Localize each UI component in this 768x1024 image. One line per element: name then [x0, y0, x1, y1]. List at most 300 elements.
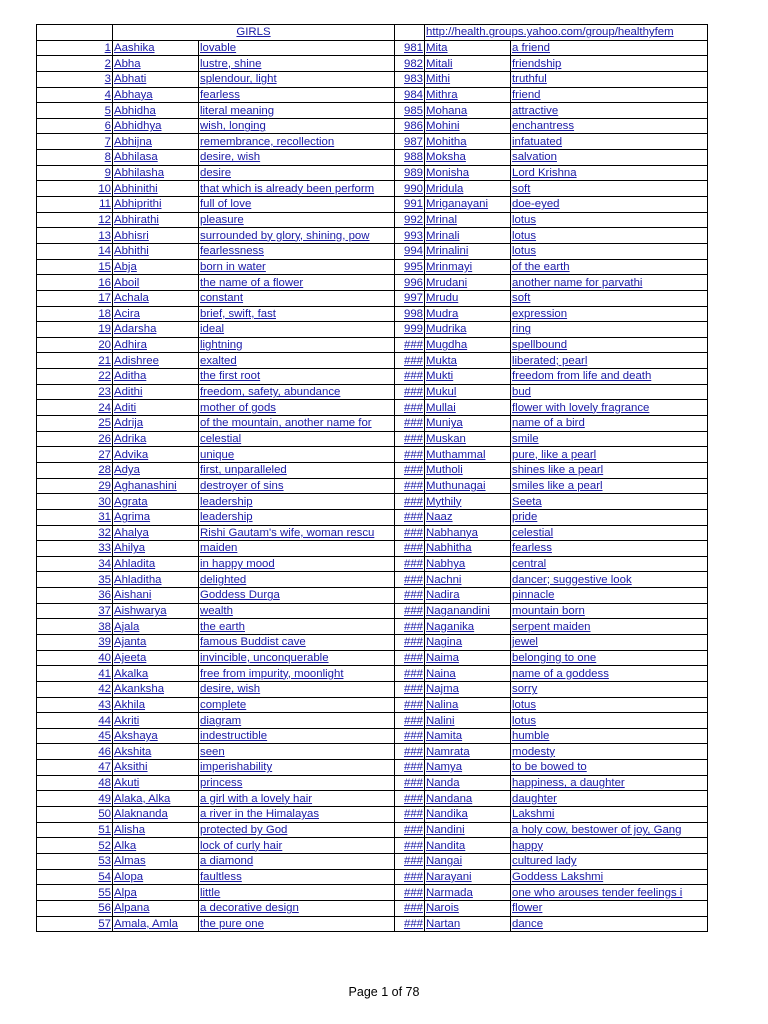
name-cell[interactable]: Naaz [425, 509, 511, 525]
meaning-cell[interactable]: another name for parvathi [511, 275, 708, 291]
row-number[interactable]: ### [395, 556, 425, 572]
row-number[interactable]: ### [395, 869, 425, 885]
meaning-cell[interactable]: doe-eyed [511, 197, 708, 213]
row-number[interactable]: ### [395, 807, 425, 823]
meaning-cell[interactable]: soft [511, 181, 708, 197]
row-number[interactable]: ### [395, 431, 425, 447]
meaning-cell[interactable]: freedom from life and death [511, 369, 708, 385]
name-cell[interactable]: Mitali [425, 56, 511, 72]
name-cell[interactable]: Abhijna [113, 134, 199, 150]
name-cell[interactable]: Mrinal [425, 212, 511, 228]
name-cell[interactable]: Muniya [425, 416, 511, 432]
row-number[interactable]: 28 [37, 462, 113, 478]
meaning-cell[interactable]: lotus [511, 697, 708, 713]
row-number[interactable]: ### [395, 744, 425, 760]
meaning-cell[interactable]: flower [511, 900, 708, 916]
name-cell[interactable]: Abja [113, 259, 199, 275]
meaning-cell[interactable]: belonging to one [511, 650, 708, 666]
meaning-cell[interactable]: pride [511, 509, 708, 525]
row-number[interactable]: ### [395, 572, 425, 588]
row-number[interactable]: 47 [37, 760, 113, 776]
name-cell[interactable]: Mudrika [425, 322, 511, 338]
name-cell[interactable]: Nandini [425, 822, 511, 838]
row-number[interactable]: 49 [37, 791, 113, 807]
row-number[interactable]: 30 [37, 494, 113, 510]
row-number[interactable]: 56 [37, 900, 113, 916]
name-cell[interactable]: Alisha [113, 822, 199, 838]
meaning-cell[interactable]: exalted [199, 353, 395, 369]
meaning-cell[interactable]: faultless [199, 869, 395, 885]
meaning-cell[interactable]: that which is already been perform [199, 181, 395, 197]
meaning-cell[interactable]: enchantress [511, 118, 708, 134]
name-cell[interactable]: Nalini [425, 713, 511, 729]
meaning-cell[interactable]: seen [199, 744, 395, 760]
name-cell[interactable]: Mrudu [425, 290, 511, 306]
meaning-cell[interactable]: indestructible [199, 728, 395, 744]
row-number[interactable]: 9 [37, 165, 113, 181]
name-cell[interactable]: Mita [425, 40, 511, 56]
row-number[interactable]: ### [395, 916, 425, 932]
row-number[interactable]: 36 [37, 588, 113, 604]
name-cell[interactable]: Agrima [113, 509, 199, 525]
row-number[interactable]: 986 [395, 118, 425, 134]
name-cell[interactable]: Abhati [113, 71, 199, 87]
meaning-cell[interactable]: Rishi Gautam's wife, woman rescu [199, 525, 395, 541]
meaning-cell[interactable]: lustre, shine [199, 56, 395, 72]
meaning-cell[interactable]: Lakshmi [511, 807, 708, 823]
row-number[interactable]: 57 [37, 916, 113, 932]
row-number[interactable]: ### [395, 666, 425, 682]
name-cell[interactable]: Akuti [113, 775, 199, 791]
row-number[interactable]: 31 [37, 509, 113, 525]
name-cell[interactable]: Ajala [113, 619, 199, 635]
row-number[interactable]: ### [395, 416, 425, 432]
row-number[interactable]: 40 [37, 650, 113, 666]
name-cell[interactable]: Aksithi [113, 760, 199, 776]
row-number[interactable]: ### [395, 822, 425, 838]
row-number[interactable]: 11 [37, 197, 113, 213]
name-cell[interactable]: Alpa [113, 885, 199, 901]
meaning-cell[interactable]: desire, wish [199, 681, 395, 697]
row-number[interactable]: ### [395, 760, 425, 776]
name-cell[interactable]: Mridula [425, 181, 511, 197]
meaning-cell[interactable]: smiles like a pearl [511, 478, 708, 494]
name-cell[interactable]: Nadira [425, 588, 511, 604]
meaning-cell[interactable]: pleasure [199, 212, 395, 228]
meaning-cell[interactable]: friendship [511, 56, 708, 72]
name-cell[interactable]: Abhisri [113, 228, 199, 244]
name-cell[interactable]: Aishani [113, 588, 199, 604]
meaning-cell[interactable]: surrounded by glory, shining, pow [199, 228, 395, 244]
row-number[interactable]: 12 [37, 212, 113, 228]
name-cell[interactable]: Alaknanda [113, 807, 199, 823]
name-cell[interactable]: Aghanashini [113, 478, 199, 494]
name-cell[interactable]: Nandita [425, 838, 511, 854]
meaning-cell[interactable]: lightning [199, 337, 395, 353]
row-number[interactable]: ### [395, 478, 425, 494]
row-number[interactable]: ### [395, 369, 425, 385]
name-cell[interactable]: Adya [113, 462, 199, 478]
name-cell[interactable]: Ahladitha [113, 572, 199, 588]
row-number[interactable]: 55 [37, 885, 113, 901]
name-cell[interactable]: Aditi [113, 400, 199, 416]
meaning-cell[interactable]: desire [199, 165, 395, 181]
row-number[interactable]: ### [395, 509, 425, 525]
meaning-cell[interactable]: central [511, 556, 708, 572]
row-number[interactable]: 23 [37, 384, 113, 400]
meaning-cell[interactable]: to be bowed to [511, 760, 708, 776]
row-number[interactable]: 10 [37, 181, 113, 197]
meaning-cell[interactable]: dance [511, 916, 708, 932]
name-cell[interactable]: Akriti [113, 713, 199, 729]
meaning-cell[interactable]: leadership [199, 509, 395, 525]
row-number[interactable]: ### [395, 619, 425, 635]
row-number[interactable]: 8 [37, 150, 113, 166]
name-cell[interactable]: Mukta [425, 353, 511, 369]
meaning-cell[interactable]: modesty [511, 744, 708, 760]
name-cell[interactable]: Adrija [113, 416, 199, 432]
row-number[interactable]: 24 [37, 400, 113, 416]
meaning-cell[interactable]: the first root [199, 369, 395, 385]
meaning-cell[interactable]: freedom, safety, abundance [199, 384, 395, 400]
name-cell[interactable]: Akhila [113, 697, 199, 713]
name-cell[interactable]: Acira [113, 306, 199, 322]
row-number[interactable]: 991 [395, 197, 425, 213]
name-cell[interactable]: Adithi [113, 384, 199, 400]
row-number[interactable]: ### [395, 697, 425, 713]
name-cell[interactable]: Amala, Amla [113, 916, 199, 932]
row-number[interactable]: 19 [37, 322, 113, 338]
row-number[interactable]: 982 [395, 56, 425, 72]
meaning-cell[interactable]: celestial [511, 525, 708, 541]
name-cell[interactable]: Mrinalini [425, 243, 511, 259]
meaning-cell[interactable]: daughter [511, 791, 708, 807]
name-cell[interactable]: Aboil [113, 275, 199, 291]
name-cell[interactable]: Aishwarya [113, 603, 199, 619]
name-cell[interactable]: Nagina [425, 634, 511, 650]
row-number[interactable]: 984 [395, 87, 425, 103]
name-cell[interactable]: Mohana [425, 103, 511, 119]
row-number[interactable]: 3 [37, 71, 113, 87]
meaning-cell[interactable]: truthful [511, 71, 708, 87]
name-cell[interactable]: Mutholi [425, 462, 511, 478]
meaning-cell[interactable]: first, unparalleled [199, 462, 395, 478]
meaning-cell[interactable]: free from impurity, moonlight [199, 666, 395, 682]
name-cell[interactable]: Ajeeta [113, 650, 199, 666]
name-cell[interactable]: Akanksha [113, 681, 199, 697]
row-number[interactable]: 18 [37, 306, 113, 322]
meaning-cell[interactable]: diagram [199, 713, 395, 729]
row-number[interactable]: 21 [37, 353, 113, 369]
meaning-cell[interactable]: mother of gods [199, 400, 395, 416]
meaning-cell[interactable]: pinnacle [511, 588, 708, 604]
meaning-cell[interactable]: wealth [199, 603, 395, 619]
meaning-cell[interactable]: fearless [511, 541, 708, 557]
row-number[interactable]: ### [395, 728, 425, 744]
name-cell[interactable]: Abhiprithi [113, 197, 199, 213]
name-cell[interactable]: Nalina [425, 697, 511, 713]
row-number[interactable]: 38 [37, 619, 113, 635]
row-number[interactable]: 50 [37, 807, 113, 823]
meaning-cell[interactable]: humble [511, 728, 708, 744]
meaning-cell[interactable]: salvation [511, 150, 708, 166]
row-number[interactable]: 15 [37, 259, 113, 275]
row-number[interactable]: 45 [37, 728, 113, 744]
meaning-cell[interactable]: of the mountain, another name for [199, 416, 395, 432]
row-number[interactable]: 35 [37, 572, 113, 588]
row-number[interactable]: 987 [395, 134, 425, 150]
meaning-cell[interactable]: the name of a flower [199, 275, 395, 291]
row-number[interactable]: ### [395, 775, 425, 791]
row-number[interactable]: ### [395, 681, 425, 697]
meaning-cell[interactable]: invincible, unconquerable [199, 650, 395, 666]
row-number[interactable]: 20 [37, 337, 113, 353]
meaning-cell[interactable]: a decorative design [199, 900, 395, 916]
name-cell[interactable]: Mrudani [425, 275, 511, 291]
name-cell[interactable]: Akshita [113, 744, 199, 760]
name-cell[interactable]: Alpana [113, 900, 199, 916]
name-cell[interactable]: Nandika [425, 807, 511, 823]
meaning-cell[interactable]: lotus [511, 212, 708, 228]
row-number[interactable]: 41 [37, 666, 113, 682]
meaning-cell[interactable]: lock of curly hair [199, 838, 395, 854]
row-number[interactable]: 27 [37, 447, 113, 463]
row-number[interactable]: 29 [37, 478, 113, 494]
meaning-cell[interactable]: princess [199, 775, 395, 791]
row-number[interactable]: 46 [37, 744, 113, 760]
row-number[interactable]: ### [395, 541, 425, 557]
name-cell[interactable]: Adrika [113, 431, 199, 447]
meaning-cell[interactable]: Goddess Durga [199, 588, 395, 604]
meaning-cell[interactable]: lotus [511, 228, 708, 244]
meaning-cell[interactable]: in happy mood [199, 556, 395, 572]
meaning-cell[interactable]: famous Buddist cave [199, 634, 395, 650]
name-cell[interactable]: Namya [425, 760, 511, 776]
name-cell[interactable]: Muskan [425, 431, 511, 447]
meaning-cell[interactable]: Goddess Lakshmi [511, 869, 708, 885]
row-number[interactable]: 33 [37, 541, 113, 557]
meaning-cell[interactable]: fearlessness [199, 243, 395, 259]
meaning-cell[interactable]: cultured lady [511, 853, 708, 869]
row-number[interactable]: 981 [395, 40, 425, 56]
meaning-cell[interactable]: happiness, a daughter [511, 775, 708, 791]
name-cell[interactable]: Ahilya [113, 541, 199, 557]
row-number[interactable]: ### [395, 353, 425, 369]
meaning-cell[interactable]: Lord Krishna [511, 165, 708, 181]
name-cell[interactable]: Nabhitha [425, 541, 511, 557]
meaning-cell[interactable]: literal meaning [199, 103, 395, 119]
meaning-cell[interactable]: destroyer of sins [199, 478, 395, 494]
meaning-cell[interactable]: expression [511, 306, 708, 322]
group-url-link[interactable]: http://health.groups.yahoo.com/group/healthyfem [425, 25, 708, 41]
row-number[interactable]: 996 [395, 275, 425, 291]
meaning-cell[interactable]: of the earth [511, 259, 708, 275]
meaning-cell[interactable]: leadership [199, 494, 395, 510]
meaning-cell[interactable]: bud [511, 384, 708, 400]
name-cell[interactable]: Alka [113, 838, 199, 854]
name-cell[interactable]: Akshaya [113, 728, 199, 744]
name-cell[interactable]: Mrinmayi [425, 259, 511, 275]
row-number[interactable]: ### [395, 384, 425, 400]
row-number[interactable]: ### [395, 525, 425, 541]
meaning-cell[interactable]: little [199, 885, 395, 901]
row-number[interactable]: 54 [37, 869, 113, 885]
row-number[interactable]: 983 [395, 71, 425, 87]
meaning-cell[interactable]: constant [199, 290, 395, 306]
name-cell[interactable]: Monisha [425, 165, 511, 181]
row-number[interactable]: 988 [395, 150, 425, 166]
meaning-cell[interactable]: splendour, light [199, 71, 395, 87]
row-number[interactable]: 34 [37, 556, 113, 572]
name-cell[interactable]: Abhinithi [113, 181, 199, 197]
name-cell[interactable]: Najma [425, 681, 511, 697]
meaning-cell[interactable]: shines like a pearl [511, 462, 708, 478]
meaning-cell[interactable]: ideal [199, 322, 395, 338]
meaning-cell[interactable]: name of a bird [511, 416, 708, 432]
row-number[interactable]: 52 [37, 838, 113, 854]
name-cell[interactable]: Naima [425, 650, 511, 666]
meaning-cell[interactable]: one who arouses tender feelings i [511, 885, 708, 901]
name-cell[interactable]: Mukti [425, 369, 511, 385]
row-number[interactable]: ### [395, 588, 425, 604]
meaning-cell[interactable]: a diamond [199, 853, 395, 869]
row-number[interactable]: ### [395, 900, 425, 916]
meaning-cell[interactable]: born in water [199, 259, 395, 275]
name-cell[interactable]: Alaka, Alka [113, 791, 199, 807]
row-number[interactable]: ### [395, 447, 425, 463]
row-number[interactable]: 42 [37, 681, 113, 697]
name-cell[interactable]: Ahalya [113, 525, 199, 541]
row-number[interactable]: 37 [37, 603, 113, 619]
row-number[interactable]: 13 [37, 228, 113, 244]
meaning-cell[interactable]: soft [511, 290, 708, 306]
meaning-cell[interactable]: ring [511, 322, 708, 338]
meaning-cell[interactable]: complete [199, 697, 395, 713]
row-number[interactable]: 25 [37, 416, 113, 432]
name-cell[interactable]: Nangai [425, 853, 511, 869]
row-number[interactable]: 5 [37, 103, 113, 119]
name-cell[interactable]: Ajanta [113, 634, 199, 650]
row-number[interactable]: 32 [37, 525, 113, 541]
name-cell[interactable]: Abhirathi [113, 212, 199, 228]
meaning-cell[interactable]: a girl with a lovely hair [199, 791, 395, 807]
row-number[interactable]: 992 [395, 212, 425, 228]
name-cell[interactable]: Mithi [425, 71, 511, 87]
girls-heading[interactable]: GIRLS [113, 25, 395, 41]
name-cell[interactable]: Abhaya [113, 87, 199, 103]
row-number[interactable]: 22 [37, 369, 113, 385]
name-cell[interactable]: Abhidha [113, 103, 199, 119]
name-cell[interactable]: Mythily [425, 494, 511, 510]
row-number[interactable]: ### [395, 634, 425, 650]
name-cell[interactable]: Narois [425, 900, 511, 916]
meaning-cell[interactable]: delighted [199, 572, 395, 588]
meaning-cell[interactable]: infatuated [511, 134, 708, 150]
name-cell[interactable]: Advika [113, 447, 199, 463]
name-cell[interactable]: Mithra [425, 87, 511, 103]
meaning-cell[interactable]: lotus [511, 713, 708, 729]
name-cell[interactable]: Achala [113, 290, 199, 306]
row-number[interactable]: 51 [37, 822, 113, 838]
row-number[interactable]: 989 [395, 165, 425, 181]
meaning-cell[interactable]: mountain born [511, 603, 708, 619]
name-cell[interactable]: Namita [425, 728, 511, 744]
row-number[interactable]: 999 [395, 322, 425, 338]
meaning-cell[interactable]: liberated; pearl [511, 353, 708, 369]
name-cell[interactable]: Namrata [425, 744, 511, 760]
name-cell[interactable]: Naina [425, 666, 511, 682]
meaning-cell[interactable]: the earth [199, 619, 395, 635]
row-number[interactable]: 17 [37, 290, 113, 306]
row-number[interactable]: 7 [37, 134, 113, 150]
name-cell[interactable]: Mohitha [425, 134, 511, 150]
row-number[interactable]: 995 [395, 259, 425, 275]
row-number[interactable]: ### [395, 885, 425, 901]
row-number[interactable]: 14 [37, 243, 113, 259]
row-number[interactable]: ### [395, 650, 425, 666]
row-number[interactable]: 48 [37, 775, 113, 791]
name-cell[interactable]: Abhilasa [113, 150, 199, 166]
meaning-cell[interactable]: flower with lovely fragrance [511, 400, 708, 416]
row-number[interactable]: 985 [395, 103, 425, 119]
name-cell[interactable]: Nandana [425, 791, 511, 807]
row-number[interactable]: 43 [37, 697, 113, 713]
row-number[interactable]: 994 [395, 243, 425, 259]
meaning-cell[interactable]: full of love [199, 197, 395, 213]
row-number[interactable]: 26 [37, 431, 113, 447]
name-cell[interactable]: Nachni [425, 572, 511, 588]
meaning-cell[interactable]: attractive [511, 103, 708, 119]
meaning-cell[interactable]: maiden [199, 541, 395, 557]
meaning-cell[interactable]: lotus [511, 243, 708, 259]
meaning-cell[interactable]: brief, swift, fast [199, 306, 395, 322]
row-number[interactable]: ### [395, 713, 425, 729]
name-cell[interactable]: Mugdha [425, 337, 511, 353]
meaning-cell[interactable]: lovable [199, 40, 395, 56]
name-cell[interactable]: Adarsha [113, 322, 199, 338]
name-cell[interactable]: Moksha [425, 150, 511, 166]
row-number[interactable]: 993 [395, 228, 425, 244]
row-number[interactable]: ### [395, 462, 425, 478]
name-cell[interactable]: Adishree [113, 353, 199, 369]
meaning-cell[interactable]: a friend [511, 40, 708, 56]
name-cell[interactable]: Abhithi [113, 243, 199, 259]
name-cell[interactable]: Mudra [425, 306, 511, 322]
name-cell[interactable]: Agrata [113, 494, 199, 510]
name-cell[interactable]: Naganika [425, 619, 511, 635]
meaning-cell[interactable]: friend [511, 87, 708, 103]
name-cell[interactable]: Ahladita [113, 556, 199, 572]
name-cell[interactable]: Muthammal [425, 447, 511, 463]
name-cell[interactable]: Aditha [113, 369, 199, 385]
meaning-cell[interactable]: pure, like a pearl [511, 447, 708, 463]
name-cell[interactable]: Abhidhya [113, 118, 199, 134]
name-cell[interactable]: Mullai [425, 400, 511, 416]
row-number[interactable]: 4 [37, 87, 113, 103]
row-number[interactable]: 1 [37, 40, 113, 56]
meaning-cell[interactable]: remembrance, recollection [199, 134, 395, 150]
name-cell[interactable]: Mohini [425, 118, 511, 134]
meaning-cell[interactable]: Seeta [511, 494, 708, 510]
meaning-cell[interactable]: celestial [199, 431, 395, 447]
name-cell[interactable]: Narayani [425, 869, 511, 885]
meaning-cell[interactable]: the pure one [199, 916, 395, 932]
name-cell[interactable]: Nabhanya [425, 525, 511, 541]
row-number[interactable]: 44 [37, 713, 113, 729]
row-number[interactable]: 990 [395, 181, 425, 197]
name-cell[interactable]: Nartan [425, 916, 511, 932]
row-number[interactable]: 6 [37, 118, 113, 134]
